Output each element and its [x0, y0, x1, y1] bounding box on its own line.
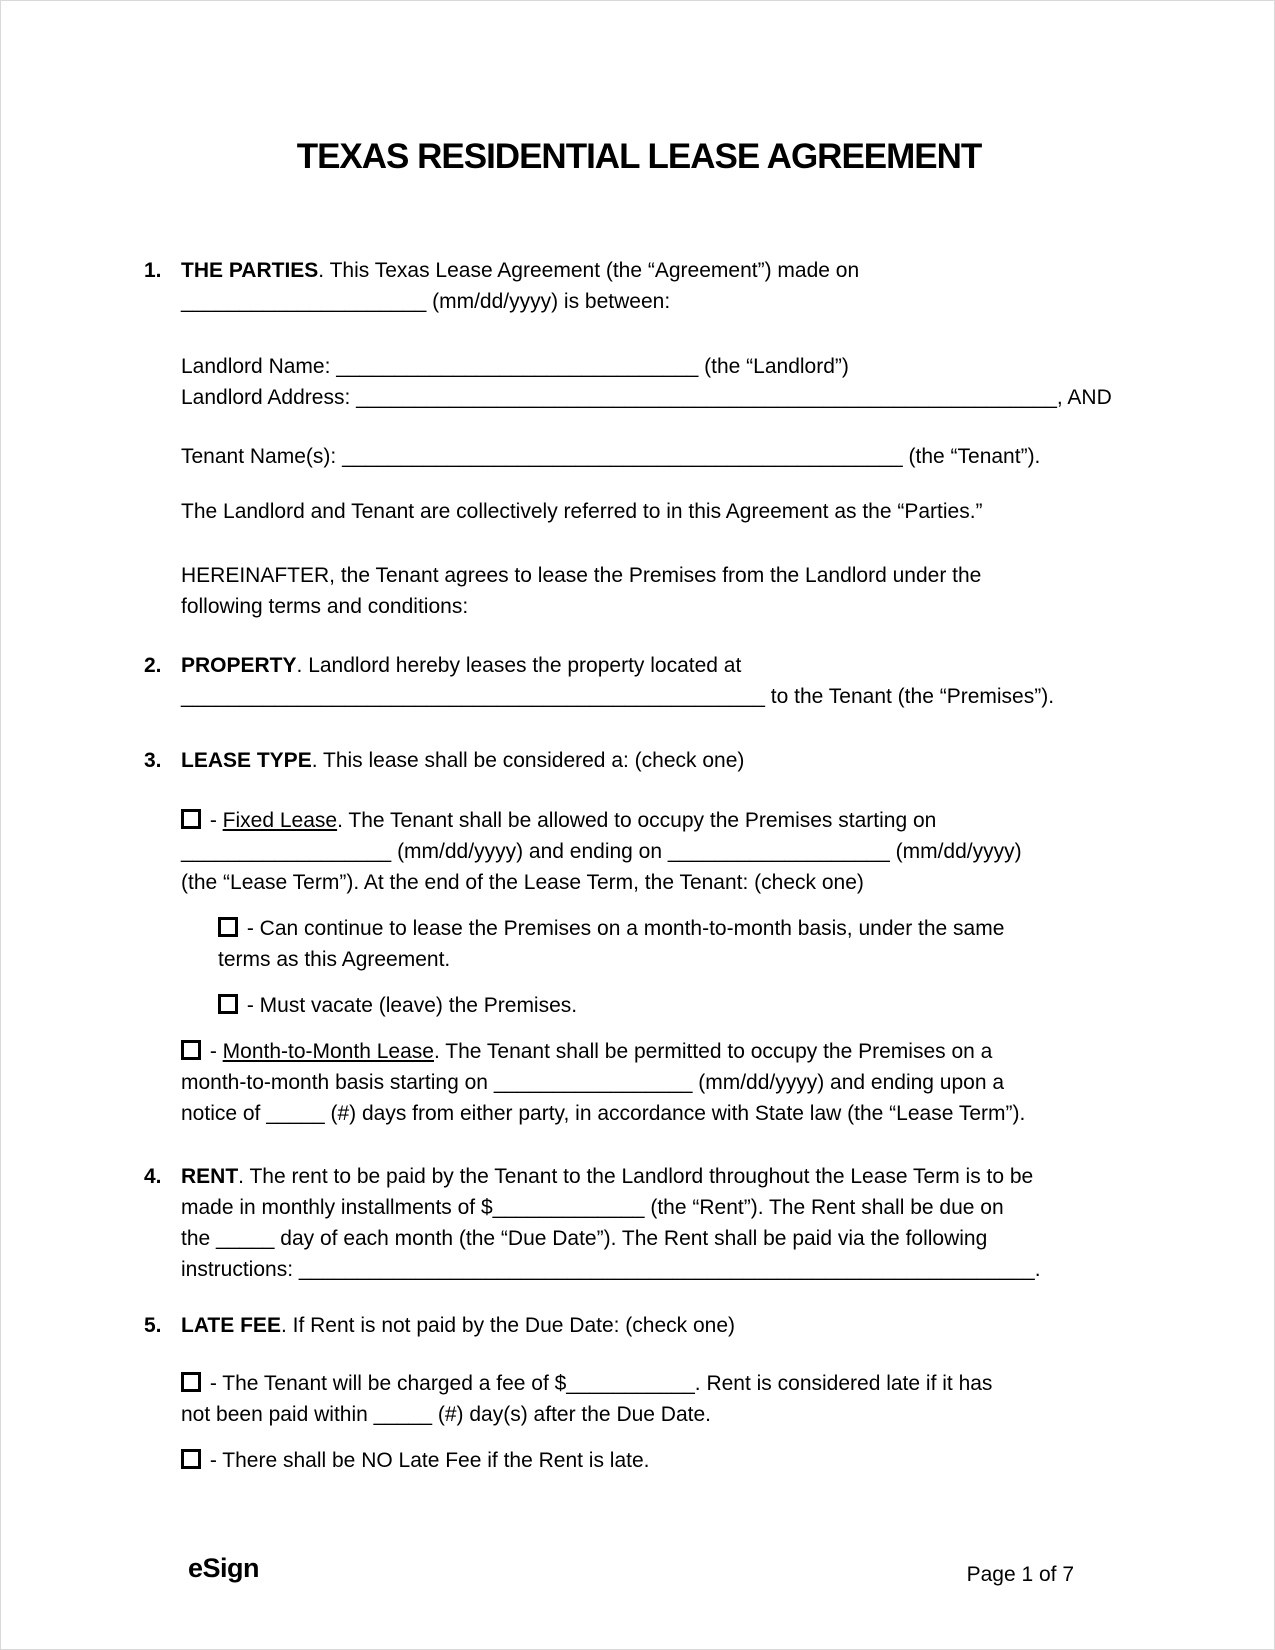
text-run: , AND — [1056, 386, 1112, 409]
page-number: Page 1 of 7 — [966, 1563, 1074, 1586]
text-run: HEREINAFTER, the Tenant agrees to lease the Premises from the Landlord under the — [181, 564, 982, 587]
text-run: instructions: — [181, 1258, 299, 1281]
text-run: . If Rent is not paid by the Due Date: (check one) — [280, 1314, 736, 1337]
blank-line[interactable]: _______________________________________________________________ — [298, 1258, 1035, 1281]
text-run: Month-to-Month Lease — [222, 1040, 434, 1063]
option-continue-month-to-month — [144, 913, 1134, 975]
blank-line[interactable]: _____ — [216, 1227, 275, 1250]
section-4-rent — [144, 1161, 1134, 1285]
text-run: . The rent to be paid by the Tenant to the Landlord throughout the Lease Term is to be — [238, 1165, 1034, 1188]
section-1-the-parties — [144, 255, 1134, 317]
text-run: Landlord Address: — [181, 386, 357, 409]
text-run: (the “Rent”). The Rent shall be due on — [644, 1196, 1004, 1219]
text-run: Landlord Name: — [181, 355, 337, 378]
option-month-to-month-lease — [144, 1036, 1134, 1129]
text-run: . This lease shall be considered a: (check one) — [311, 749, 745, 772]
checkbox-icon[interactable] — [181, 1449, 201, 1469]
text-run: (the “Landlord”) — [698, 355, 849, 378]
section-3-lease-type — [144, 745, 1134, 776]
checkbox-icon[interactable] — [181, 1040, 201, 1060]
tenant-fields — [144, 441, 1134, 472]
text-run: - — [204, 809, 223, 832]
text-run: following terms and conditions: — [181, 595, 469, 618]
text-run: The Landlord and Tenant are collectively referred to in this Agreement as the “Parties.” — [181, 500, 983, 523]
blank-line[interactable]: ___________________ — [667, 840, 890, 863]
text-run: . Rent is considered late if it has — [694, 1372, 993, 1395]
text-run: - — [204, 1040, 223, 1063]
landlord-fields — [144, 351, 1134, 413]
checkbox-icon[interactable] — [218, 917, 238, 937]
text-run: Fixed Lease — [222, 809, 338, 832]
blank-line[interactable]: _________________ — [493, 1071, 693, 1094]
text-run: - Can continue to lease the Premises on a month-to-month basis, under the same — [241, 917, 1005, 940]
blank-line[interactable]: _____ — [373, 1403, 433, 1426]
blank-line[interactable]: _______________________________ — [336, 355, 699, 378]
text-run: . The Tenant shall be permitted to occupy the Premises on a — [433, 1040, 993, 1063]
checkbox-icon[interactable] — [181, 809, 201, 829]
option-fixed-lease — [144, 805, 1134, 898]
section-number: 5. — [144, 1314, 162, 1337]
text-run: (#) days from either party, in accordance with State law (the “Lease Term”). — [324, 1102, 1026, 1125]
option-no-late-fee — [144, 1445, 1134, 1476]
blank-line[interactable]: ____________________________________________________________ — [356, 386, 1057, 409]
text-run: - The Tenant will be charged a fee of $ — [204, 1372, 567, 1395]
parties-clause — [144, 496, 1134, 527]
text-run: the — [181, 1227, 217, 1250]
text-run: . Landlord hereby leases the property located at — [296, 654, 742, 677]
document-content — [144, 133, 1134, 1476]
text-run: . This Texas Lease Agreement (the “Agreement”) made on — [318, 259, 860, 282]
blank-line[interactable]: ________________________________________________ — [342, 445, 903, 468]
blank-line[interactable]: _____________ — [492, 1196, 645, 1219]
text-run: notice of — [181, 1102, 267, 1125]
text-run: - Must vacate (leave) the Premises. — [241, 994, 578, 1017]
blank-line[interactable]: __________________________________________________ — [181, 685, 765, 708]
text-run: LATE FEE — [181, 1314, 281, 1337]
esign-logo: eSign — [188, 1553, 260, 1583]
text-run: Tenant Name(s): — [181, 445, 343, 468]
section-number: 4. — [144, 1165, 162, 1188]
blank-line[interactable]: __________________ — [181, 840, 392, 863]
text-run: day of each month (the “Due Date”). The Rent shall be paid via the following — [274, 1227, 988, 1250]
text-run: (#) day(s) after the Due Date. — [432, 1403, 711, 1426]
text-run: month-to-month basis starting on — [181, 1071, 494, 1094]
option-must-vacate — [144, 990, 1134, 1021]
text-run: made in monthly installments of $ — [181, 1196, 493, 1219]
section-2-property — [144, 650, 1134, 712]
section-5-late-fee — [144, 1310, 1134, 1341]
option-late-fee-charged — [144, 1368, 1134, 1430]
text-run: terms as this Agreement. — [218, 948, 451, 971]
section-number: 1. — [144, 259, 162, 282]
text-run: RENT — [181, 1165, 239, 1188]
checkbox-icon[interactable] — [218, 994, 238, 1014]
blank-line[interactable]: _____________________ — [181, 290, 427, 313]
checkbox-icon[interactable] — [181, 1372, 201, 1392]
document-title: TEXAS RESIDENTIAL LEASE AGREEMENT — [296, 137, 982, 176]
text-run: (the “Lease Term”). At the end of the Lease Term, the Tenant: (check one) — [181, 871, 864, 894]
text-run: . The Tenant shall be allowed to occupy the Premises starting on — [337, 809, 937, 832]
text-run: not been paid within — [181, 1403, 374, 1426]
text-run: THE PARTIES — [181, 259, 319, 282]
text-run: to the Tenant (the “Premises”). — [764, 685, 1055, 708]
hereinafter-clause — [144, 560, 1134, 622]
blank-line[interactable]: _____ — [266, 1102, 325, 1125]
text-run: (mm/dd/yyyy) is between: — [426, 290, 671, 313]
text-run: (mm/dd/yyyy) and ending upon a — [692, 1071, 1005, 1094]
section-number: 3. — [144, 749, 162, 772]
section-number: 2. — [144, 654, 162, 677]
text-run: (mm/dd/yyyy) — [889, 840, 1022, 863]
text-run: - There shall be NO Late Fee if the Rent is late. — [204, 1449, 650, 1472]
text-run: PROPERTY — [181, 654, 297, 677]
text-run: . — [1034, 1258, 1041, 1281]
text-run: (mm/dd/yyyy) and ending on — [391, 840, 668, 863]
blank-line[interactable]: ___________ — [566, 1372, 695, 1395]
text-run: LEASE TYPE — [181, 749, 312, 772]
text-run: (the “Tenant”). — [902, 445, 1041, 468]
